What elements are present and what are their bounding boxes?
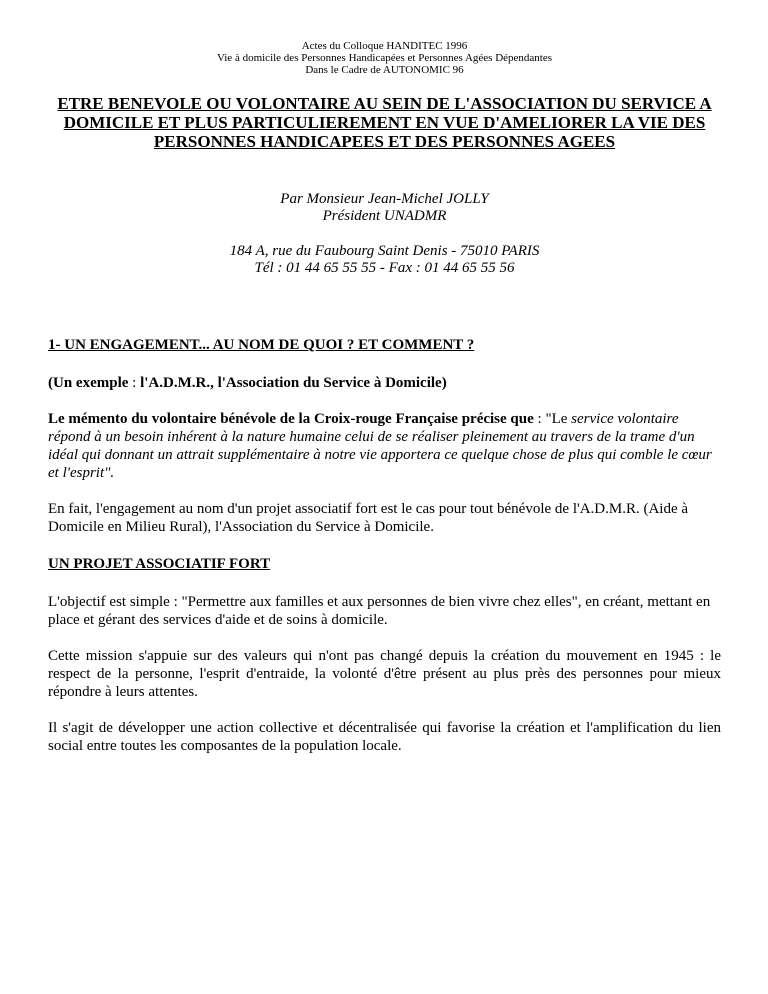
document-header — [48, 0, 721, 76]
memento-quote: service volontaire répond à un besoin inhérent à la nature humaine celui de se réaliser pleinement au travers de la trame d'un idéal qui donnant un attrait supplémentaire à notre vie apportera ce quelque chose de plus qui comble le cœur et l'esprit". — [48, 411, 712, 481]
example-text: l'A.D.M.R., l'Association du Service à Domicile) — [140, 375, 447, 391]
author-phone: Tél : 01 44 65 55 55 - Fax : 01 44 65 55 56 — [254, 260, 515, 276]
memento-paragraph — [48, 410, 721, 482]
example-paragraph — [48, 374, 721, 392]
header-line-colloque: Actes du Colloque HANDITEC 1996 — [301, 40, 468, 52]
document-title: ETRE BENEVOLE OU VOLONTAIRE AU SEIN DE L'ASSOCIATION DU SERVICE A DOMICILE ET PLUS PARTICULIEREMENT EN VUE D'AMELIORER LA VIE DES PERSONNES HANDICAPEES ET DES PERSONNES AGEES — [57, 94, 712, 151]
author-byline: Par Monsieur Jean-Michel JOLLY — [280, 191, 489, 207]
objective-paragraph: L'objectif est simple : "Permettre aux familles et aux personnes de bien vivre chez elles", en créant, mettant en place et gérant des services d'aide et de soins à domicile. — [48, 594, 711, 628]
header-line-theme: Vie à domicile des Personnes Handicapées et Personnes Agées Dépendantes — [216, 52, 553, 64]
example-label: (Un exemple — [48, 375, 129, 391]
header-line-context: Dans le Cadre de AUTONOMIC 96 — [305, 64, 464, 76]
section1-heading: 1- UN ENGAGEMENT... AU NOM DE QUOI ? ET COMMENT ? — [48, 337, 475, 353]
author-block — [48, 191, 721, 225]
memento-lead: Le mémento du volontaire bénévole de la Croix-rouge Française précise que — [48, 411, 534, 427]
contact-block — [48, 243, 721, 277]
action-paragraph: Il s'agit de développer une action collective et décentralisée qui favorise la création et l'amplification du lien social entre toutes les composantes de la population locale. — [48, 720, 721, 754]
section2-heading: UN PROJET ASSOCIATIF FORT — [48, 556, 271, 572]
mission-paragraph: Cette mission s'appuie sur des valeurs qui n'ont pas changé depuis la création du mouvement en 1945 : le respect de la personne, l'esprit d'entraide, la volonté d'être présent au plus près des personnes pour mieux répondre à leurs attentes. — [48, 648, 721, 700]
engagement-paragraph: En fait, l'engagement au nom d'un projet associatif fort est le cas pour tout bénévole de l'A.D.M.R. (Aide à Domicile en Milieu Rural), l'Association du Service à Domicile. — [48, 501, 689, 535]
memento-separator: : "Le — [533, 411, 572, 427]
example-separator: : — [128, 375, 141, 391]
author-role: Président UNADMR — [322, 208, 447, 224]
author-address: 184 A, rue du Faubourg Saint Denis - 75010 PARIS — [229, 243, 540, 259]
